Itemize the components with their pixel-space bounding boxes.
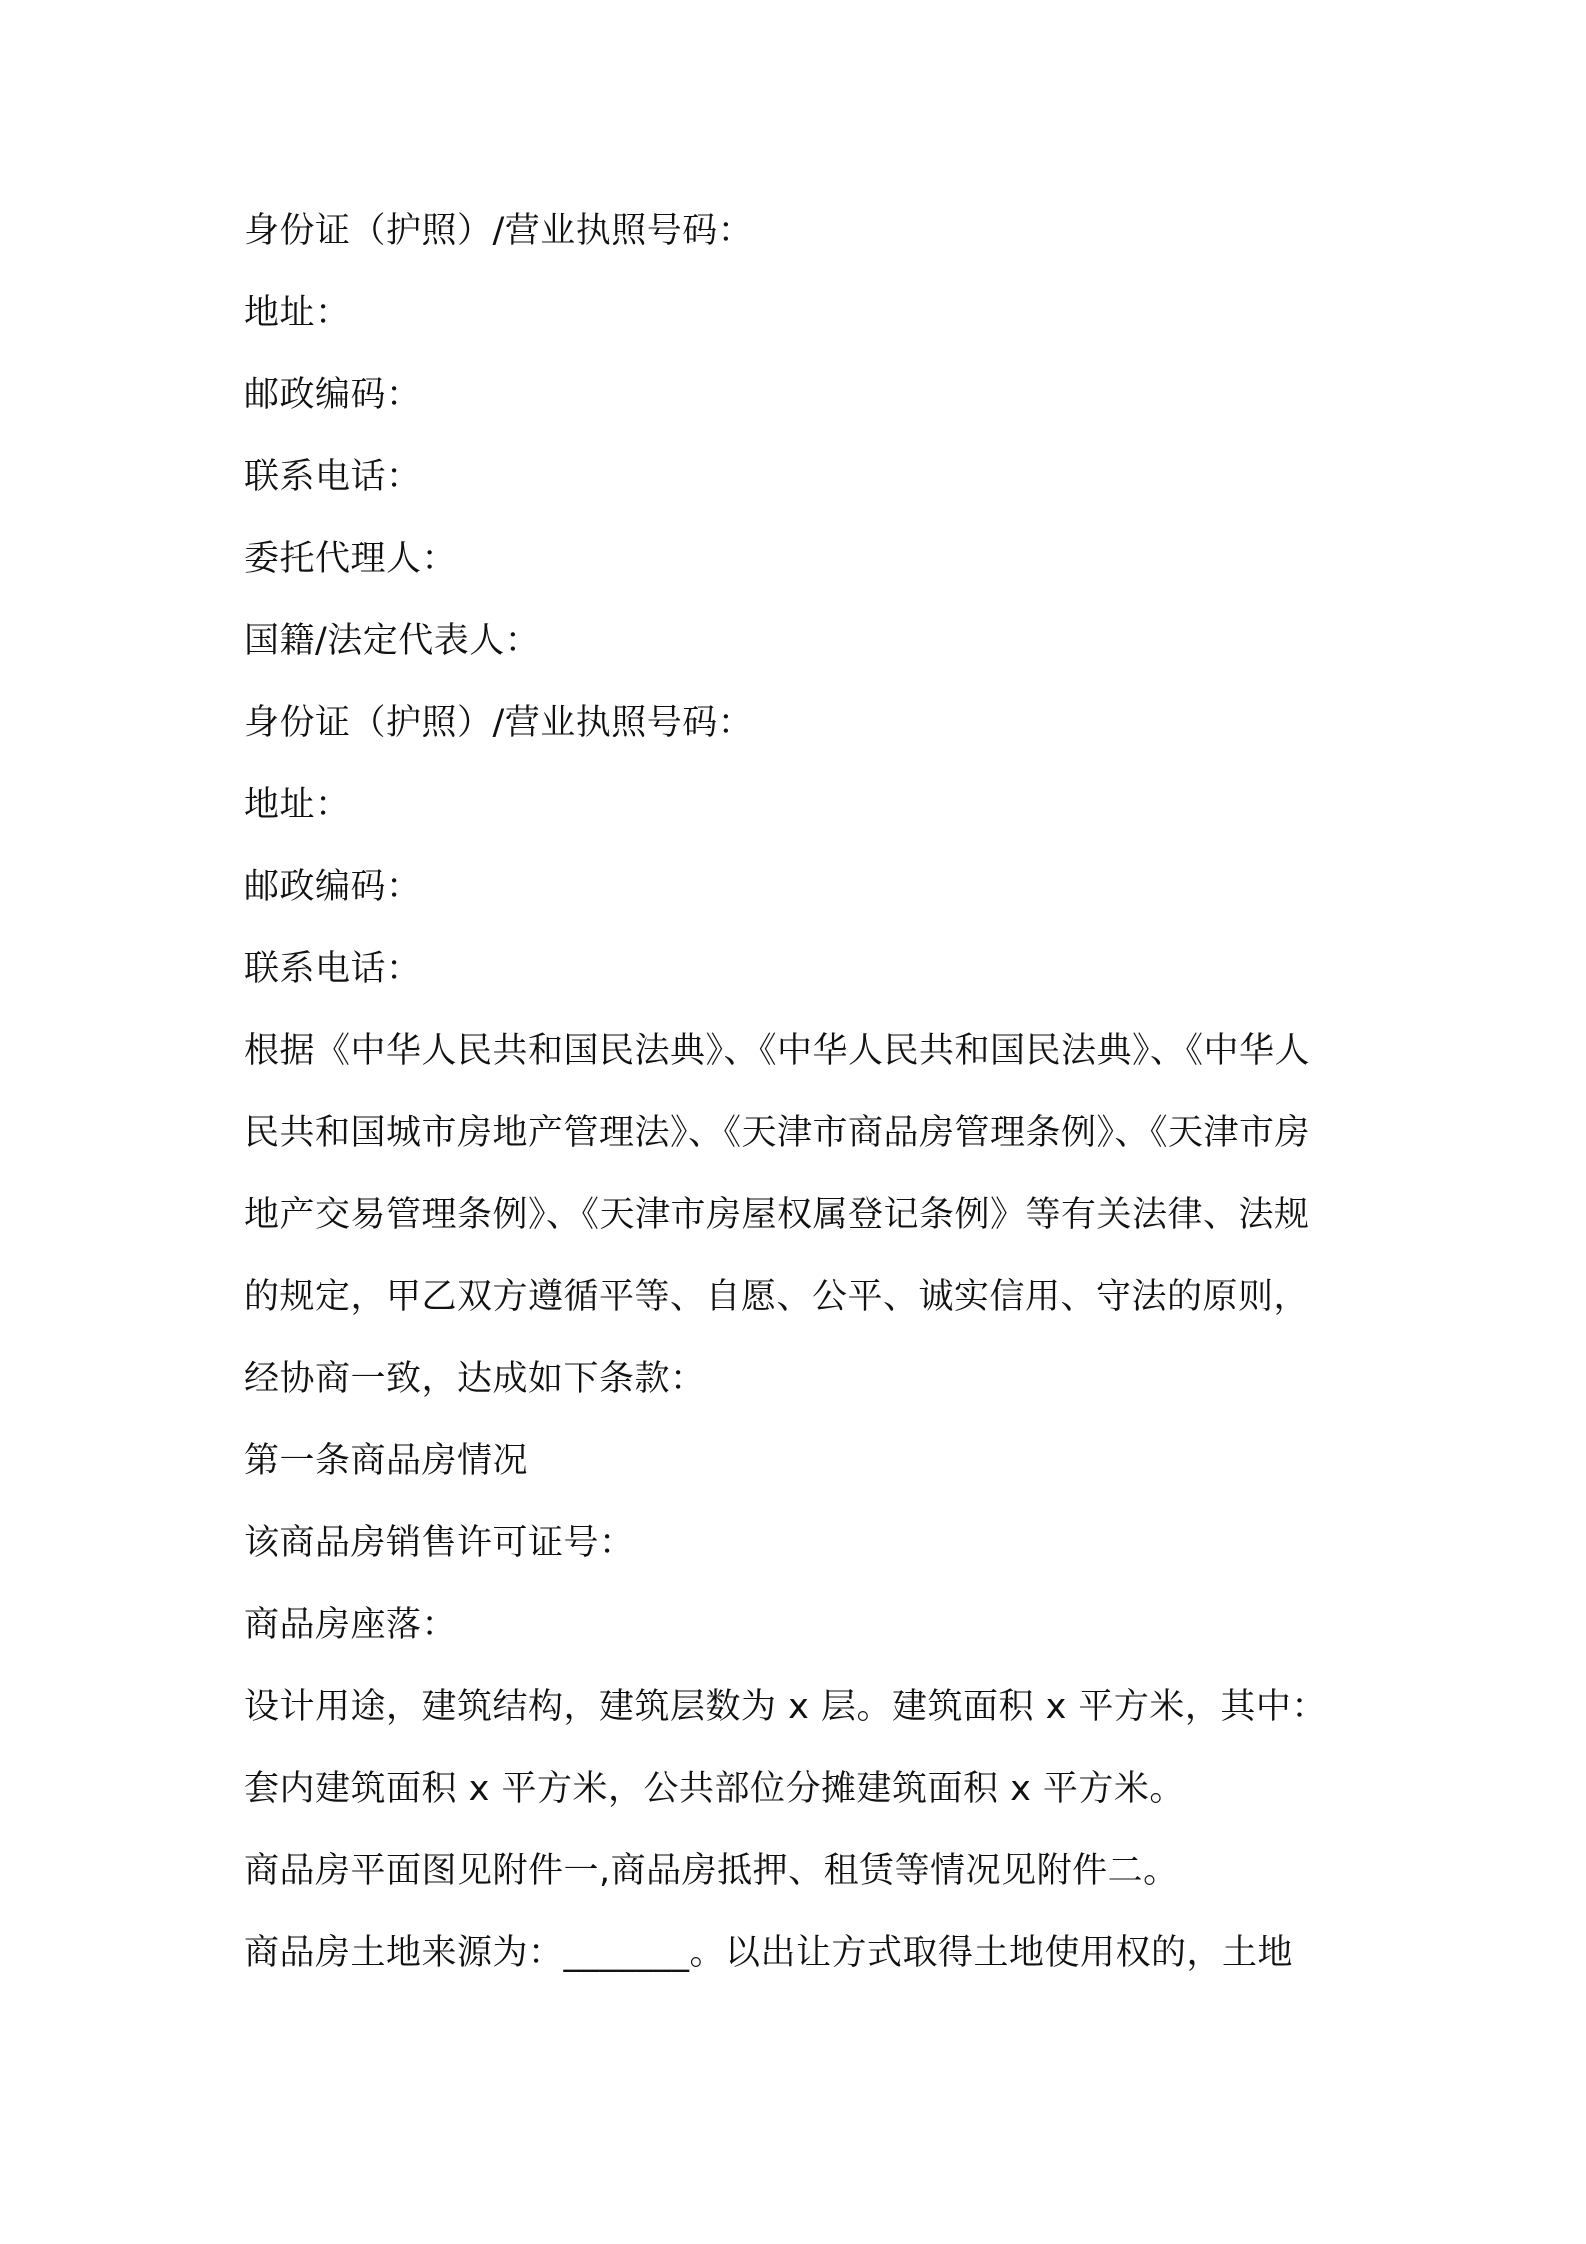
agent-postal-code-field-label: 邮政编码： bbox=[244, 867, 422, 907]
preamble-line: 的规定，甲乙双方遵循平等、自愿、公平、诚实信用、守法的原则， bbox=[244, 1277, 1310, 1317]
preamble-line: 民共和国城市房地产管理法》、《天津市商品房管理条例》、《天津市房 bbox=[244, 1113, 1311, 1153]
appendix-reference: 商品房平面图见附件一,商品房抵押、租赁等情况见附件二。 bbox=[244, 1851, 1179, 1891]
id-number-field-label: 身份证（护照）/营业执照号码： bbox=[244, 211, 754, 251]
property-usage-paragraph bbox=[244, 1666, 1354, 1830]
agent-id-number-field-label: 身份证（护照）/营业执照号码： bbox=[244, 703, 754, 743]
phone-field-label: 联系电话： bbox=[244, 457, 422, 497]
preamble-line: 根据《中华人民共和国民法典》、《中华人民共和国民法典》、《中华人 bbox=[244, 1031, 1311, 1071]
land-source-line: 商品房土地来源为：_______。以出让方式取得土地使用权的，土地 bbox=[244, 1933, 1294, 1973]
property-location-label: 商品房座落： bbox=[244, 1605, 458, 1645]
article-1-heading: 第一条商品房情况 bbox=[244, 1441, 529, 1481]
postal-code-field-label: 邮政编码： bbox=[244, 375, 422, 415]
preamble-line: 地产交易管理条例》、《天津市房屋权属登记条例》等有关法律、法规 bbox=[244, 1195, 1310, 1235]
nationality-representative-field-label: 国籍/法定代表人： bbox=[244, 621, 541, 661]
preamble-paragraph bbox=[244, 1010, 1354, 1420]
usage-line: 套内建筑面积 x 平方米，公共部位分摊建筑面积 x 平方米。 bbox=[244, 1769, 1185, 1809]
preamble-line: 经协商一致，达成如下条款： bbox=[244, 1359, 706, 1399]
agent-phone-field-label: 联系电话： bbox=[244, 949, 422, 989]
document-body bbox=[244, 190, 1354, 1994]
sales-permit-number-label: 该商品房销售许可证号： bbox=[244, 1523, 635, 1563]
usage-line: 设计用途，建筑结构，建筑层数为 x 层。建筑面积 x 平方米，其中： bbox=[244, 1687, 1327, 1727]
agent-field-label: 委托代理人： bbox=[244, 539, 458, 579]
address-field-label: 地址： bbox=[244, 293, 351, 333]
agent-address-field-label: 地址： bbox=[244, 785, 351, 825]
